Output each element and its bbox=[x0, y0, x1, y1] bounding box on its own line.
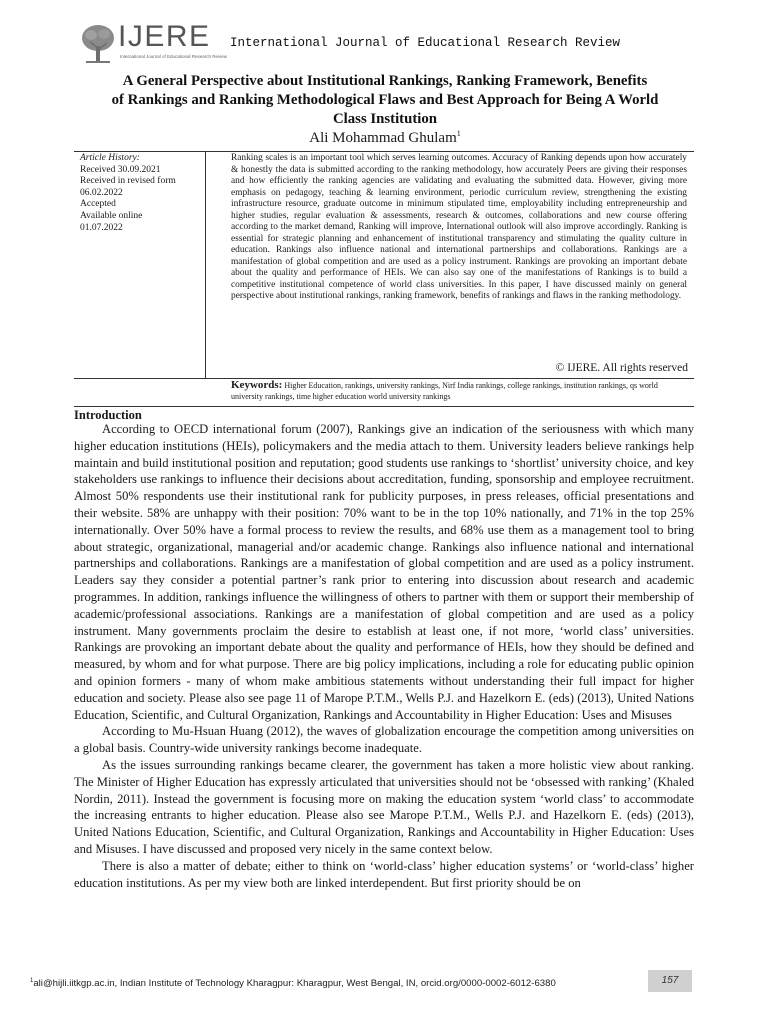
journal-name: International Journal of Educational Research Review bbox=[230, 36, 621, 50]
page-header bbox=[80, 20, 700, 66]
footnote-text: ali@hijli.iitkgp.ac.in, Indian Institute of Technology Kharagpur: Kharagpur, West Bengal, IN, orcid.org/0000-0002-6012-6380 bbox=[33, 978, 556, 990]
footnote-marker: 1 bbox=[30, 978, 34, 984]
body-paragraph: According to Mu-Hsuan Huang (2012), the waves of globalization encourage the competition among universities on a global basis. Country-wide university rankings become inadequate. bbox=[74, 724, 694, 756]
meta-divider-top bbox=[74, 151, 694, 152]
body-paragraph: As the issues surrounding rankings became clearer, the government has taken a more holistic view about ranking. The Minister of Higher Education has expressly articulated that universities should not be ‘obsessed with ranking’ (Khaled Nordin, 2011). Instead the government is focusing more on making the education system ‘world class’ to accommodate the increasing entrants to higher education. Please also see Marope P.T.M., Wells P.J. and Hazelkorn E. (eds) (2013), United Nations Education, Scientific, and Cultural Organization, Rankings and Accountability in Higher Education: Uses and Misuses. I have discussed and proposed very nicely in the same context below. bbox=[74, 757, 694, 856]
meta-divider-bottom bbox=[74, 406, 694, 407]
abstract-text: Ranking scales is an important tool which serves learning outcomes. Accuracy of Ranking depends upon how accurately & honestly the data is submitted according to the ranking methodology, how accurately Peers are giving their responses and how efficiently the ranking agencies are validating and evaluating the submitted data. However, giving more emphasis on pedagogy, teaching & learning environment, periodic curriculum review, strengthening the existing infrastructure resource, graduate outcome in minimum stipulated time, employability including entrepreneurship and higher studies, regular evaluation & assessments, research & outcomes, collaborations and new course offering according to the market demand, Ranking will improve, International outlook will also improve accordingly. Ranking is essential for strategic planning and enhancement of institutional transparency and stimulating the quality culture in education. Rankings also influence national and international partnerships and collaborations. Rankings are a manifestation of global competition and are used as a policy instrument. Rankings are provoking an important debate about the quality and performance of HEIs. We can also say one of the manifestations of Rankings is to build a competitive institutional competence of world class universities. In this paper, I have discussed mainly on general perspective about institutional rankings, ranking framework, benefits of rankings and flaws in the ranking methodology. bbox=[231, 153, 687, 301]
body-paragraph: According to OECD international forum (2007), Rankings give an indication of the seriousness with which many higher education institutions (HEIs), policymakers and the media attach to them. University leaders believe rankings help maintain and build institutional position and reputation; good students use rankings to ‘shortlist’ university choice, and key stakeholders use rankings to influence their decisions about accreditation, funding, sponsorship and employee recruitment. Almost 50% respondents use their institutional rank for publicity purposes, in press releases, official presentations and their website. 58% are unhappy with their position: 70% want to be in the top 10% nationally, and 71% in the top 25% internationally. Over 50% have a formal process to review the results, and 68% use them as a management tool to bring about strategic, organizational, managerial and/or academic change. Rankings also influence national and international partnerships and collaborations. Rankings are a manifestation of global competition and are used as a policy instrument. Leaders say they consider a potential partner’s rank prior to entering into discussion about research and academic programmes. In addition, rankings influence the willingness of others to partner with them or support their membership of academic/professional associations. Rankings are a manifestation of global competition and are used as a policy instrument. Many governments proclaim the desire to establish at least one, if not more, ‘world class’ universities. Rankings are provoking an important debate about the quality and performance of HEIs, how they should be defined and measured, by whom and for what purpose. There are big policy implications, including a role for educating public opinion and opinion formers - many of whom make ambitious statements without understanding their full impact for higher education and society. Please also see page 11 of Marope P.T.M., Wells P.J. and Hazelkorn E. (eds) (2013), United Nations Education, Scientific, and Cultural Organization, Rankings and Accountability in Higher Education: Uses and Misuses bbox=[74, 422, 694, 722]
tree-logo-icon bbox=[80, 24, 116, 64]
paper-title-line-3: Class Institution bbox=[332, 111, 438, 127]
keywords-label: Keywords: bbox=[231, 379, 283, 391]
article-history-line: Accepted bbox=[80, 199, 116, 210]
keywords-text: Higher Education, rankings, university rankings, Nirf India rankings, college rankings, institution rankings, qs world university rankings, time higher education world university rankings bbox=[231, 381, 658, 401]
meta-divider-vertical bbox=[205, 151, 206, 378]
journal-logo-text: IJERE bbox=[118, 20, 211, 53]
paper-title-line-1: A General Perspective about Institutional Rankings, Ranking Framework, Benefits bbox=[122, 73, 648, 89]
author-footnote bbox=[30, 978, 556, 989]
body-text bbox=[74, 421, 694, 891]
article-history-line: Received 30.09.2021 bbox=[80, 164, 161, 175]
author-footnote-marker: 1 bbox=[456, 129, 461, 138]
body-paragraph: There is also a matter of debate; either to think on ‘world-class’ higher education systems’ or ‘world-class’ higher education institutions. As per my view both are linked interdependent. But first priority should be on bbox=[74, 858, 694, 890]
copyright-notice: © IJERE. All rights reserved bbox=[555, 362, 688, 374]
keywords-block bbox=[231, 380, 691, 402]
article-history-line: Available online bbox=[80, 210, 143, 221]
page-number: 157 bbox=[648, 970, 692, 992]
author-line bbox=[70, 129, 700, 147]
article-history-line: 01.07.2022 bbox=[80, 222, 123, 233]
meta-divider-middle bbox=[74, 378, 694, 379]
article-history bbox=[80, 153, 202, 234]
article-history-line: Received in revised form bbox=[80, 176, 176, 187]
journal-logo-tagline: International Journal of Educational Research Review bbox=[120, 54, 228, 59]
article-history-line: 06.02.2022 bbox=[80, 187, 123, 198]
paper-title-line-2: of Rankings and Ranking Methodological Flaws and Best Approach for Being A World bbox=[111, 92, 659, 108]
article-history-label: Article History: bbox=[80, 153, 140, 163]
section-heading-introduction: Introduction bbox=[74, 408, 142, 422]
author-name: Ali Mohammad Ghulam bbox=[309, 130, 457, 146]
